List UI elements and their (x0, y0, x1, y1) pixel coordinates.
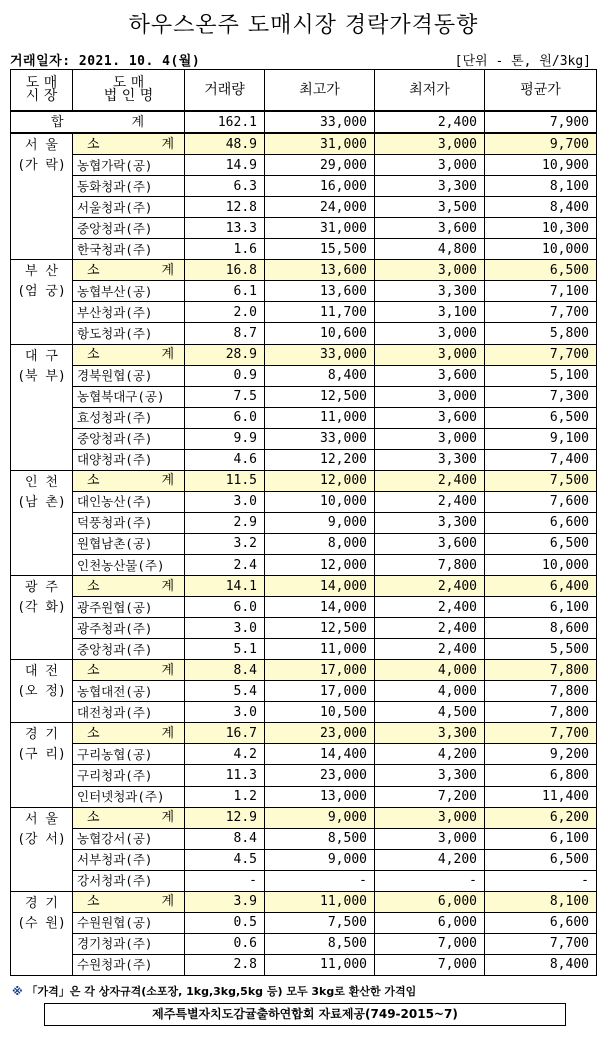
table-row (11, 597, 597, 618)
cell-avg: 6,600 (485, 512, 597, 533)
corp-name: 서울청과(주) (73, 197, 185, 218)
subtotal-label: 소 계 (73, 260, 185, 281)
market-cell: 경 기 (수 원) (11, 891, 73, 975)
subtotal-label: 소 계 (73, 723, 185, 744)
corp-name: 수원청과(주) (73, 954, 185, 975)
subtotal-row (11, 660, 597, 681)
cell-min: 4,200 (375, 744, 485, 765)
header-volume: 거래량 (185, 70, 265, 112)
price-table (10, 69, 597, 976)
corp-name: 구리농협(공) (73, 744, 185, 765)
corp-name: 효성청과(주) (73, 407, 185, 428)
total-avg: 7,900 (485, 111, 597, 133)
corp-name: 대전청과(주) (73, 702, 185, 723)
cell-volume: 1.2 (185, 786, 265, 807)
cell-max: 14,000 (265, 597, 375, 618)
note-mark: ※ (12, 985, 23, 998)
subtotal-volume: 11.5 (185, 470, 265, 491)
cell-avg: 6,500 (485, 533, 597, 554)
table-row (11, 281, 597, 302)
cell-max: - (265, 870, 375, 891)
cell-max: 10,000 (265, 491, 375, 512)
cell-min: 3,000 (375, 155, 485, 176)
source-box: 제주특별자치도감귤출하연합회 자료제공(749-2015~7) (44, 1003, 566, 1026)
cell-max: 7,500 (265, 912, 375, 933)
cell-max: 23,000 (265, 765, 375, 786)
cell-avg: 7,700 (485, 302, 597, 323)
corp-name: 원협남촌(공) (73, 533, 185, 554)
cell-min: 3,600 (375, 533, 485, 554)
corp-name: 덕풍청과(주) (73, 512, 185, 533)
cell-volume: 5.1 (185, 639, 265, 660)
cell-avg: 6,500 (485, 849, 597, 870)
cell-avg: 10,000 (485, 554, 597, 575)
cell-min: 7,200 (375, 786, 485, 807)
corp-name: 중앙청과(주) (73, 218, 185, 239)
total-min: 2,400 (375, 111, 485, 133)
subtotal-avg: 6,400 (485, 576, 597, 597)
cell-min: 2,400 (375, 639, 485, 660)
corp-name: 대양청과(주) (73, 449, 185, 470)
page-title: 하우스온주 도매시장 경락가격동향 (128, 13, 479, 38)
table-row (11, 870, 597, 891)
cell-min: 7,800 (375, 554, 485, 575)
market-cell: 대 전 (오 정) (11, 660, 73, 723)
cell-max: 12,000 (265, 554, 375, 575)
table-row (11, 239, 597, 260)
subtotal-volume: 48.9 (185, 133, 265, 155)
corp-name: 농협가락(공) (73, 155, 185, 176)
cell-max: 8,500 (265, 828, 375, 849)
cell-avg: 8,400 (485, 954, 597, 975)
market-cell: 인 천 (남 촌) (11, 470, 73, 575)
cell-avg: 9,200 (485, 744, 597, 765)
table-row (11, 386, 597, 407)
subtotal-row (11, 576, 597, 597)
subtotal-min: 3,000 (375, 260, 485, 281)
table-row (11, 407, 597, 428)
table-row (11, 618, 597, 639)
cell-volume: 13.3 (185, 218, 265, 239)
corp-name: 강서청과(주) (73, 870, 185, 891)
table-row (11, 828, 597, 849)
subtotal-volume: 16.8 (185, 260, 265, 281)
market-cell: 경 기 (구 리) (11, 723, 73, 807)
cell-max: 11,700 (265, 302, 375, 323)
cell-volume: 11.3 (185, 765, 265, 786)
subtotal-label: 소 계 (73, 660, 185, 681)
header-max-price: 최고가 (265, 70, 375, 112)
subtotal-label: 소 계 (73, 133, 185, 155)
cell-avg: - (485, 870, 597, 891)
cell-max: 12,500 (265, 386, 375, 407)
table-row (11, 681, 597, 702)
subtotal-row (11, 260, 597, 281)
table-row (11, 512, 597, 533)
subtotal-label: 소 계 (73, 807, 185, 828)
cell-min: 3,000 (375, 386, 485, 407)
corp-name: 농협강서(공) (73, 828, 185, 849)
cell-max: 29,000 (265, 155, 375, 176)
table-row (11, 849, 597, 870)
cell-volume: 12.8 (185, 197, 265, 218)
cell-min: 7,000 (375, 933, 485, 954)
cell-volume: 6.1 (185, 281, 265, 302)
corp-name: 중앙청과(주) (73, 428, 185, 449)
table-row (11, 639, 597, 660)
cell-max: 15,500 (265, 239, 375, 260)
corp-name: 농협대전(공) (73, 681, 185, 702)
corp-name: 항도청과(주) (73, 323, 185, 344)
note-text: 「가격」은 각 상자규격(소포장, 1kg,3kg,5kg 등) 모두 3kg로 환산한 가격임 (26, 985, 417, 998)
cell-avg: 6,500 (485, 407, 597, 428)
cell-min: 6,000 (375, 912, 485, 933)
subtotal-min: 3,000 (375, 344, 485, 365)
cell-volume: 6.3 (185, 176, 265, 197)
cell-avg: 9,100 (485, 428, 597, 449)
cell-min: 4,800 (375, 239, 485, 260)
cell-volume: 0.6 (185, 933, 265, 954)
subtotal-avg: 6,500 (485, 260, 597, 281)
cell-volume: 3.0 (185, 702, 265, 723)
unit-label: [단위 - 톤, 원/3kg] (454, 54, 591, 69)
corp-name: 한국청과(주) (73, 239, 185, 260)
corp-name: 경북원협(공) (73, 365, 185, 386)
cell-max: 14,400 (265, 744, 375, 765)
header-row (11, 70, 597, 112)
subtotal-max: 9,000 (265, 807, 375, 828)
market-cell: 서 울 (강 서) (11, 807, 73, 891)
cell-min: 3,000 (375, 323, 485, 344)
cell-avg: 7,600 (485, 491, 597, 512)
subtotal-volume: 14.1 (185, 576, 265, 597)
table-row (11, 218, 597, 239)
corp-name: 중앙청과(주) (73, 639, 185, 660)
cell-max: 31,000 (265, 218, 375, 239)
cell-min: 3,300 (375, 765, 485, 786)
trade-date: 거래일자: 2021. 10. 4(월) (10, 54, 201, 69)
cell-volume: 3.0 (185, 491, 265, 512)
cell-max: 11,000 (265, 954, 375, 975)
footnote (12, 983, 416, 999)
subtotal-row (11, 133, 597, 155)
cell-volume: - (185, 870, 265, 891)
cell-avg: 5,100 (485, 365, 597, 386)
cell-avg: 10,000 (485, 239, 597, 260)
table-row (11, 365, 597, 386)
cell-volume: 2.0 (185, 302, 265, 323)
table-row (11, 554, 597, 575)
cell-max: 33,000 (265, 428, 375, 449)
table-row (11, 744, 597, 765)
subtotal-avg: 9,700 (485, 133, 597, 155)
subtotal-min: 4,000 (375, 660, 485, 681)
table-row (11, 702, 597, 723)
corp-name: 농협북대구(공) (73, 386, 185, 407)
cell-avg: 10,300 (485, 218, 597, 239)
cell-max: 13,000 (265, 786, 375, 807)
subtotal-min: 2,400 (375, 576, 485, 597)
cell-avg: 11,400 (485, 786, 597, 807)
cell-volume: 6.0 (185, 597, 265, 618)
corp-name: 서부청과(주) (73, 849, 185, 870)
subtotal-volume: 12.9 (185, 807, 265, 828)
cell-avg: 6,600 (485, 912, 597, 933)
subtotal-row (11, 807, 597, 828)
cell-volume: 2.8 (185, 954, 265, 975)
subtotal-max: 13,600 (265, 260, 375, 281)
header-corp: 도 매 법 인 명 (73, 70, 185, 112)
cell-min: 3,300 (375, 176, 485, 197)
cell-avg: 8,400 (485, 197, 597, 218)
subtotal-max: 17,000 (265, 660, 375, 681)
subtotal-max: 33,000 (265, 344, 375, 365)
cell-max: 16,000 (265, 176, 375, 197)
cell-volume: 6.0 (185, 407, 265, 428)
cell-volume: 8.7 (185, 323, 265, 344)
market-cell: 광 주 (각 화) (11, 576, 73, 660)
header-avg-price: 평균가 (485, 70, 597, 112)
table-row (11, 912, 597, 933)
corp-name: 인천농산물(주) (73, 554, 185, 575)
cell-avg: 5,800 (485, 323, 597, 344)
table-row (11, 197, 597, 218)
subtotal-label: 소 계 (73, 344, 185, 365)
cell-min: 2,400 (375, 491, 485, 512)
subtotal-min: 3,300 (375, 723, 485, 744)
table-row (11, 449, 597, 470)
corp-name: 광주원협(공) (73, 597, 185, 618)
cell-min: 3,100 (375, 302, 485, 323)
subtotal-volume: 16.7 (185, 723, 265, 744)
cell-volume: 0.5 (185, 912, 265, 933)
subtotal-label: 소 계 (73, 576, 185, 597)
cell-max: 12,500 (265, 618, 375, 639)
cell-volume: 4.2 (185, 744, 265, 765)
subtotal-row (11, 891, 597, 912)
cell-min: 4,500 (375, 702, 485, 723)
subtotal-avg: 6,200 (485, 807, 597, 828)
cell-avg: 7,400 (485, 449, 597, 470)
subtotal-volume: 28.9 (185, 344, 265, 365)
cell-min: 3,300 (375, 512, 485, 533)
cell-min: 3,000 (375, 828, 485, 849)
cell-volume: 3.2 (185, 533, 265, 554)
corp-name: 수원원협(공) (73, 912, 185, 933)
table-row (11, 533, 597, 554)
cell-volume: 2.4 (185, 554, 265, 575)
cell-avg: 10,900 (485, 155, 597, 176)
cell-avg: 8,100 (485, 176, 597, 197)
cell-min: 7,000 (375, 954, 485, 975)
header-market: 도 매 시 장 (11, 70, 73, 112)
table-row (11, 491, 597, 512)
cell-max: 12,200 (265, 449, 375, 470)
cell-min: 3,600 (375, 218, 485, 239)
subtotal-row (11, 470, 597, 491)
subtotal-avg: 7,800 (485, 660, 597, 681)
subtotal-row (11, 723, 597, 744)
subtotal-label: 소 계 (73, 891, 185, 912)
market-cell: 서 울 (가 락) (11, 133, 73, 260)
cell-min: - (375, 870, 485, 891)
cell-max: 10,500 (265, 702, 375, 723)
subtotal-min: 3,000 (375, 807, 485, 828)
cell-max: 24,000 (265, 197, 375, 218)
subtotal-volume: 3.9 (185, 891, 265, 912)
cell-min: 4,200 (375, 849, 485, 870)
table-row (11, 786, 597, 807)
subtotal-max: 14,000 (265, 576, 375, 597)
cell-min: 2,400 (375, 618, 485, 639)
cell-avg: 6,100 (485, 597, 597, 618)
subtotal-min: 2,400 (375, 470, 485, 491)
cell-avg: 7,800 (485, 702, 597, 723)
table-row (11, 933, 597, 954)
corp-name: 광주청과(주) (73, 618, 185, 639)
cell-max: 11,000 (265, 639, 375, 660)
cell-volume: 8.4 (185, 828, 265, 849)
cell-volume: 9.9 (185, 428, 265, 449)
cell-max: 11,000 (265, 407, 375, 428)
corp-name: 부산청과(주) (73, 302, 185, 323)
corp-name: 인터넷청과(주) (73, 786, 185, 807)
cell-avg: 6,800 (485, 765, 597, 786)
cell-max: 17,000 (265, 681, 375, 702)
corp-name: 경기청과(주) (73, 933, 185, 954)
cell-volume: 4.6 (185, 449, 265, 470)
cell-min: 3,300 (375, 449, 485, 470)
cell-max: 10,600 (265, 323, 375, 344)
table-row (11, 954, 597, 975)
table-row (11, 428, 597, 449)
cell-max: 8,000 (265, 533, 375, 554)
cell-volume: 5.4 (185, 681, 265, 702)
cell-min: 4,000 (375, 681, 485, 702)
corp-name: 동화청과(주) (73, 176, 185, 197)
cell-max: 9,000 (265, 512, 375, 533)
cell-avg: 8,600 (485, 618, 597, 639)
cell-volume: 14.9 (185, 155, 265, 176)
cell-avg: 6,100 (485, 828, 597, 849)
subtotal-min: 3,000 (375, 133, 485, 155)
subtotal-avg: 7,500 (485, 470, 597, 491)
cell-volume: 0.9 (185, 365, 265, 386)
cell-avg: 5,500 (485, 639, 597, 660)
total-row: 합 계 162.1 33,000 2,400 7,900 (11, 111, 597, 133)
subtotal-max: 12,000 (265, 470, 375, 491)
cell-volume: 7.5 (185, 386, 265, 407)
corp-name: 농협부산(공) (73, 281, 185, 302)
cell-avg: 7,700 (485, 933, 597, 954)
subtotal-max: 23,000 (265, 723, 375, 744)
cell-avg: 7,300 (485, 386, 597, 407)
cell-volume: 1.6 (185, 239, 265, 260)
cell-min: 3,500 (375, 197, 485, 218)
cell-volume: 2.9 (185, 512, 265, 533)
cell-avg: 7,100 (485, 281, 597, 302)
cell-volume: 3.0 (185, 618, 265, 639)
cell-volume: 4.5 (185, 849, 265, 870)
cell-max: 8,500 (265, 933, 375, 954)
table-row (11, 176, 597, 197)
cell-max: 9,000 (265, 849, 375, 870)
table-row (11, 302, 597, 323)
subtotal-row (11, 344, 597, 365)
total-volume: 162.1 (185, 111, 265, 133)
subtotal-min: 6,000 (375, 891, 485, 912)
market-cell: 대 구 (북 부) (11, 344, 73, 470)
market-cell: 부 산 (엄 궁) (11, 260, 73, 344)
subtotal-avg: 7,700 (485, 723, 597, 744)
cell-max: 13,600 (265, 281, 375, 302)
subtotal-max: 11,000 (265, 891, 375, 912)
cell-min: 3,600 (375, 407, 485, 428)
table-row (11, 155, 597, 176)
cell-min: 2,400 (375, 597, 485, 618)
subtotal-label: 소 계 (73, 470, 185, 491)
subtotal-avg: 7,700 (485, 344, 597, 365)
corp-name: 구리청과(주) (73, 765, 185, 786)
cell-avg: 7,800 (485, 681, 597, 702)
subtotal-volume: 8.4 (185, 660, 265, 681)
corp-name: 대인농산(주) (73, 491, 185, 512)
cell-min: 3,000 (375, 428, 485, 449)
cell-min: 3,600 (375, 365, 485, 386)
cell-max: 8,400 (265, 365, 375, 386)
subtotal-max: 31,000 (265, 133, 375, 155)
header-min-price: 최저가 (375, 70, 485, 112)
subtotal-avg: 8,100 (485, 891, 597, 912)
total-max: 33,000 (265, 111, 375, 133)
cell-min: 3,300 (375, 281, 485, 302)
table-row (11, 765, 597, 786)
table-row (11, 323, 597, 344)
